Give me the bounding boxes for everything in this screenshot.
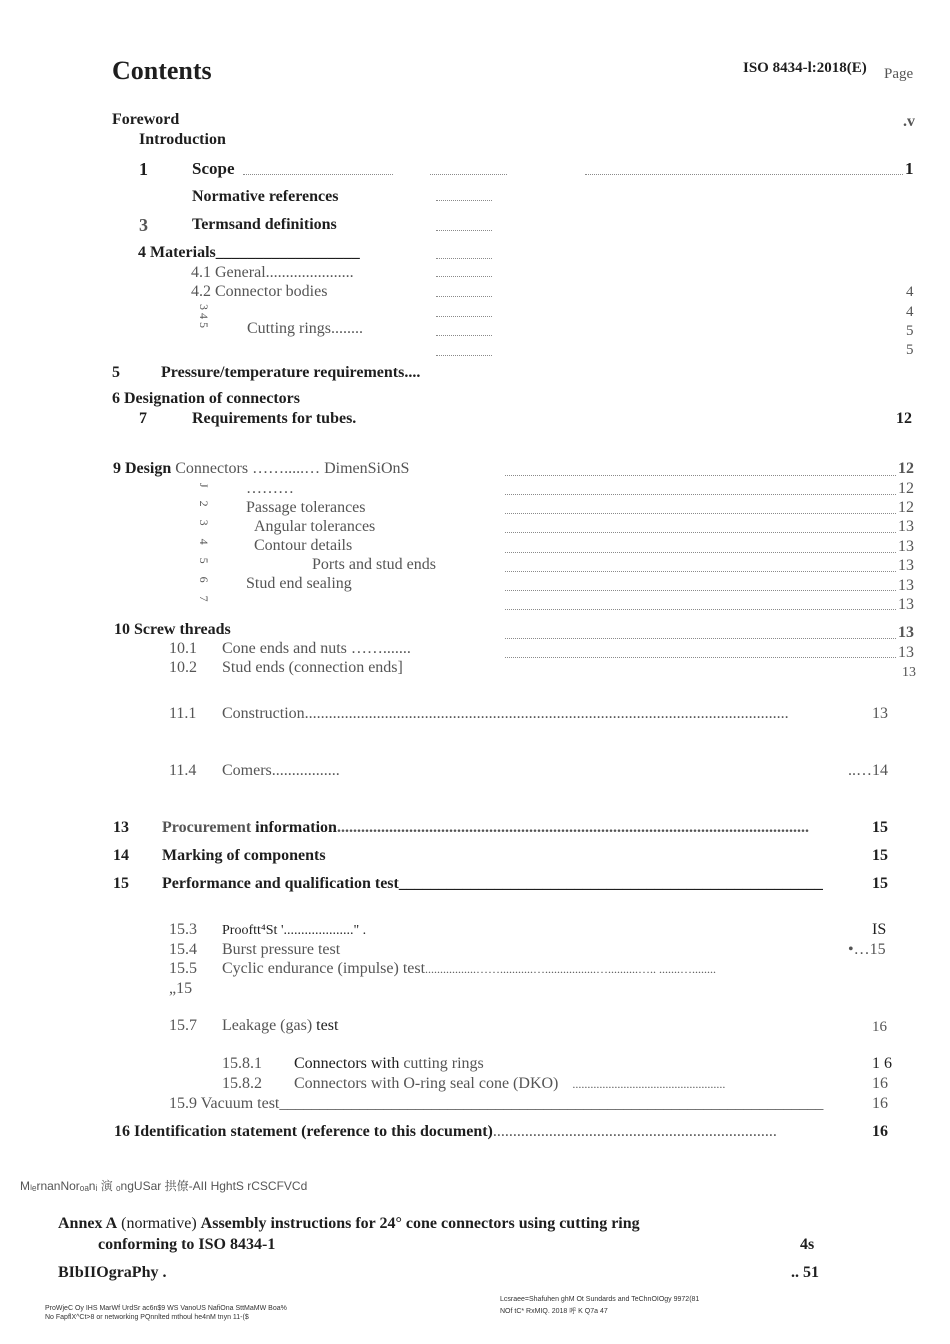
- toc-page: 13: [898, 596, 914, 613]
- toc-foreword-page: .v: [903, 113, 915, 130]
- toc-burst[interactable]: Burst pressure test: [222, 941, 341, 958]
- toc-page: 13: [898, 577, 914, 594]
- toc-marking[interactable]: Marking of components: [162, 847, 326, 864]
- toc-construction-page: 13: [872, 705, 888, 722]
- footer-right-line-2: NOf tC* RxMIQ. 2018 呼 K Q7a 47: [500, 1308, 608, 1315]
- toc-page: 4: [906, 304, 914, 320]
- toc-page: 13: [898, 518, 914, 535]
- standard-id: ISO 8434-l:2018(E): [743, 60, 867, 76]
- toc-burst-page: •…15: [848, 941, 886, 958]
- toc-performance-page: 15: [872, 875, 888, 892]
- toc-threads-page: 13: [898, 624, 914, 641]
- toc-terms-num: 3: [139, 215, 148, 235]
- toc-design-subnums: J 2 3 4 5 6 7: [197, 483, 211, 607]
- toc-identification[interactable]: 16 Identification statement (reference to this document).......................................................................: [114, 1123, 777, 1140]
- toc-proof-page: IS: [872, 921, 887, 938]
- toc-stud-ends[interactable]: Stud ends (connection ends]: [222, 659, 403, 676]
- toc-annex-a-page: 4s: [800, 1236, 815, 1253]
- toc-leakage-page: 16: [872, 1019, 887, 1035]
- toc-angular-tolerances[interactable]: Angular tolerances: [254, 518, 376, 535]
- toc-stud-ends-num: 10.2: [169, 659, 197, 676]
- toc-cutting-conn-page: 1 6: [872, 1055, 892, 1072]
- toc-passage-tolerances[interactable]: Passage tolerances: [246, 499, 366, 516]
- toc-cyclic-page: „15: [169, 980, 193, 997]
- toc-cutting-rings[interactable]: Cutting rings........: [247, 320, 364, 337]
- toc-materials-subnums: 3 4 5: [197, 304, 211, 328]
- toc-tubes-page: 12: [896, 410, 912, 427]
- toc-page: 13: [898, 557, 914, 574]
- toc-connector-bodies[interactable]: 4.2 Connector bodies: [191, 283, 328, 300]
- toc-oring-num: 15.8.2: [222, 1075, 262, 1092]
- toc-page: 12: [898, 499, 914, 516]
- toc-scope[interactable]: Scope: [192, 159, 235, 178]
- toc-scope-page: 1: [905, 159, 914, 178]
- toc-cone-ends[interactable]: Cone ends and nuts …….......: [222, 640, 411, 657]
- toc-page: 5: [906, 342, 914, 358]
- footer-right-line-1: Lcsraee=Shafuhen ghM Ot Sundards and TeChnOIOgy 9972(81: [500, 1296, 700, 1303]
- footer-left-line-2: No FapflX^Ct>8 or networking PQnnlted mthoul he4nM tnyn 11-($: [45, 1314, 249, 1321]
- toc-screw-threads[interactable]: 10 Screw threads: [114, 621, 231, 638]
- toc-contour-details[interactable]: Contour details: [254, 537, 353, 554]
- toc-oring[interactable]: Connectors with O-ring seal cone (DKO) ...................................................: [294, 1075, 726, 1092]
- footer-left-line-1: ProWjeC Oy IHS MarWf UrdSr ac6n$9 WS VanoUS NafiOna SttMaMW Boa%: [45, 1305, 287, 1312]
- toc-cutting-conn[interactable]: Connectors with cutting rings: [294, 1055, 484, 1072]
- toc-cone-ends-page: 13: [898, 644, 914, 661]
- toc-bibliography-page: .. 51: [791, 1264, 819, 1281]
- toc-tubes-num: 7: [139, 410, 147, 427]
- toc-construction-num: 11.1: [169, 705, 197, 722]
- toc-page: 5: [906, 323, 914, 339]
- toc-burst-num: 15.4: [169, 941, 197, 958]
- toc-page: 12: [898, 460, 914, 477]
- toc-stud-end-sealing[interactable]: Stud end sealing: [246, 575, 352, 592]
- toc-cyclic-num: 15.5: [169, 960, 197, 977]
- toc-ports-stud-ends[interactable]: Ports and stud ends: [312, 556, 436, 573]
- toc-procurement-page: 15: [872, 819, 888, 836]
- toc-foreword[interactable]: Foreword: [112, 111, 180, 128]
- toc-page: 12: [898, 480, 914, 497]
- toc-oring-page: 16: [872, 1075, 888, 1092]
- toc-scope-num: 1: [139, 159, 148, 179]
- toc-proof[interactable]: Prooftt⁴St '...................." .: [222, 923, 367, 938]
- toc-pressure[interactable]: Pressure/temperature requirements....: [161, 364, 421, 381]
- toc-vacuum[interactable]: 15.9 Vacuum test____________________________________________________________________: [169, 1096, 824, 1112]
- toc-performance[interactable]: Performance and qualification test_____________________________________________________: [162, 876, 823, 892]
- toc-cyclic[interactable]: Cyclic endurance (impulse) test.................……...........….................…..........….. .......…........: [222, 961, 717, 977]
- toc-procurement-num: 13: [113, 819, 129, 836]
- toc-cutting-conn-num: 15.8.1: [222, 1055, 262, 1072]
- toc-page: 4: [906, 284, 914, 300]
- toc-terms[interactable]: Termsand definitions: [192, 216, 337, 233]
- toc-bibliography[interactable]: BIbIIOgraPhy .: [58, 1264, 167, 1281]
- toc-leakage-num: 15.7: [169, 1017, 197, 1034]
- toc-pressure-num: 5: [112, 364, 120, 381]
- toc-general[interactable]: 4.1 General......................: [191, 264, 354, 281]
- toc-proof-num: 15.3: [169, 921, 197, 938]
- toc-leakage[interactable]: Leakage (gas) test: [222, 1017, 339, 1034]
- toc-comers-page: ..…14: [848, 762, 888, 779]
- toc-stud-ends-page: 13: [902, 665, 916, 680]
- toc-marking-page: 15: [872, 847, 888, 864]
- toc-comers[interactable]: Comers.................: [222, 762, 340, 779]
- toc-performance-num: 15: [113, 875, 129, 892]
- license-noise-text: MₗₑrnanNorₒₐnᵢ 演 ₒngUSar 拱僚-AII HghtS rCSCFVCd: [20, 1179, 308, 1193]
- toc-annex-a[interactable]: Annex A (normative) Assembly instructions for 24° cone connectors using cutting ring: [58, 1215, 640, 1232]
- page-column-label: Page: [884, 66, 914, 82]
- toc-construction[interactable]: Construction.........................................................................................................................: [222, 705, 789, 722]
- toc-designation[interactable]: 6 Designation of connectors: [112, 390, 300, 407]
- toc-design[interactable]: 9 Design Connectors …….....… DimenSiOnS: [113, 460, 410, 477]
- toc-page: 13: [898, 538, 914, 555]
- toc-introduction[interactable]: Introduction: [139, 131, 226, 148]
- toc-normative-references[interactable]: Normative references: [192, 188, 339, 205]
- toc-annex-a-cont: conforming to ISO 8434-1: [98, 1236, 276, 1253]
- toc-marking-num: 14: [113, 847, 129, 864]
- toc-tubes[interactable]: Requirements for tubes.: [192, 410, 357, 427]
- toc-design-sub[interactable]: ………: [246, 480, 294, 497]
- toc-identification-page: 16: [872, 1123, 888, 1140]
- page-title: Contents: [112, 56, 212, 85]
- toc-materials[interactable]: 4 Materials__________________: [138, 244, 360, 261]
- toc-cone-ends-num: 10.1: [169, 640, 197, 657]
- toc-comers-num: 11.4: [169, 762, 197, 779]
- toc-procurement[interactable]: Procurement information......................................................................................................................: [162, 819, 809, 836]
- toc-vacuum-page: 16: [872, 1095, 888, 1112]
